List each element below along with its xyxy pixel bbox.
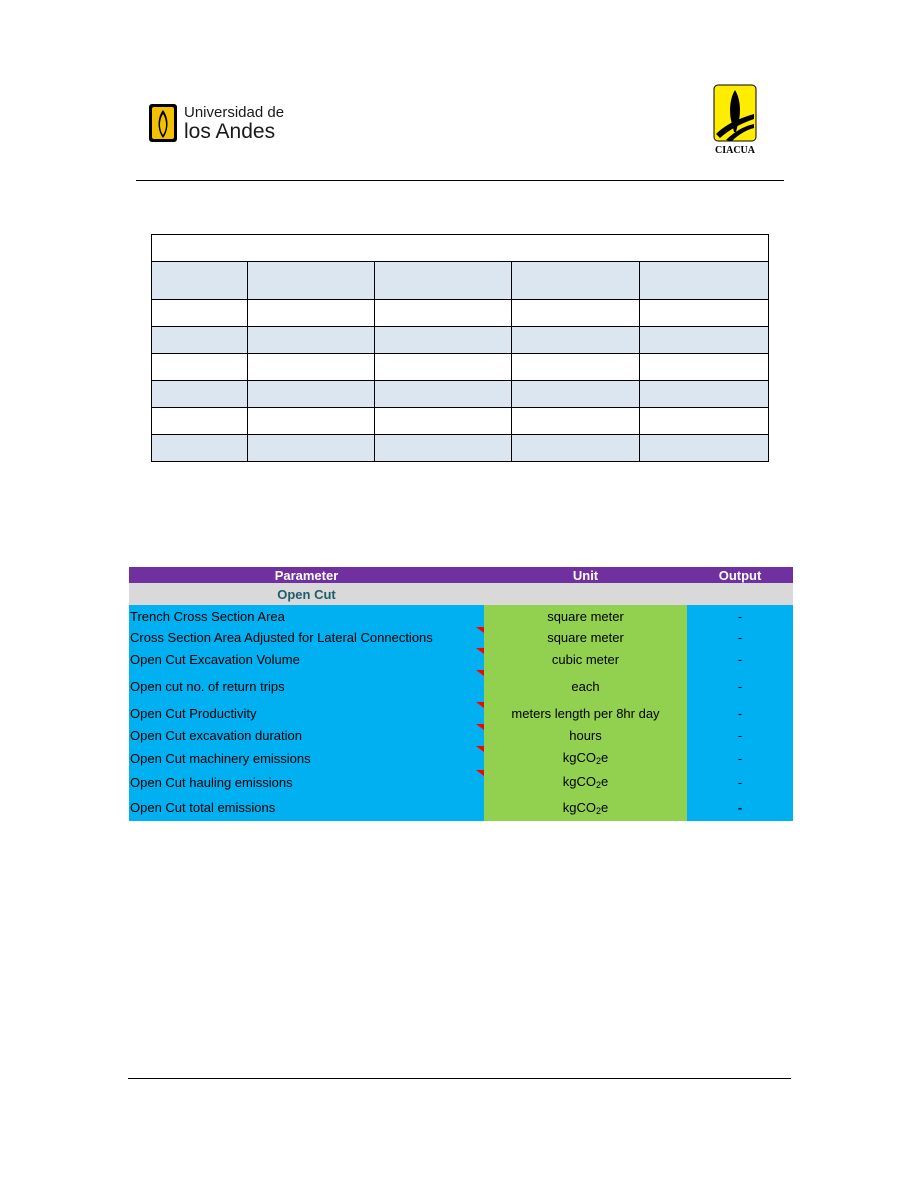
- comment-indicator-icon[interactable]: [476, 770, 484, 776]
- unit-label: [563, 800, 608, 816]
- footer-divider: [128, 1078, 791, 1079]
- unit-base: hours: [569, 727, 602, 743]
- open-cut-parameter-table: [129, 567, 793, 821]
- table-row: [152, 300, 769, 327]
- unit-cell[interactable]: [484, 605, 687, 627]
- parameter-cell[interactable]: [129, 746, 484, 770]
- table-row: [129, 648, 793, 670]
- empty-cell: [374, 300, 512, 327]
- parameter-cell[interactable]: [129, 770, 484, 794]
- unit-cell[interactable]: [484, 702, 687, 724]
- unit-label: [511, 706, 659, 721]
- output-column-header: Output: [718, 567, 762, 583]
- unit-label: [547, 630, 624, 645]
- output-cell[interactable]: -: [687, 648, 793, 670]
- unit-label: [563, 774, 608, 790]
- header-divider: [136, 180, 784, 181]
- empty-cell: [512, 435, 640, 462]
- empty-cell: [247, 262, 374, 300]
- empty-cell: [247, 300, 374, 327]
- table-row: [152, 435, 769, 462]
- unit-base: cubic meter: [551, 651, 620, 667]
- parameter-cell[interactable]: [129, 648, 484, 670]
- table-row: [152, 327, 769, 354]
- output-cell[interactable]: -: [687, 702, 793, 724]
- unit-base: square meter: [547, 630, 624, 645]
- empty-cell: [640, 408, 769, 435]
- empty-cell: [512, 381, 640, 408]
- parameter-label: Trench Cross Section Area: [130, 608, 285, 624]
- output-cell[interactable]: -: [687, 724, 793, 746]
- empty-cell: [374, 408, 512, 435]
- empty-cell: [512, 300, 640, 327]
- table-row: [129, 702, 793, 724]
- parameter-cell[interactable]: [129, 627, 484, 648]
- empty-cell: [247, 408, 374, 435]
- empty-table-title-row: [152, 235, 769, 262]
- parameter-cell[interactable]: [129, 702, 484, 724]
- parameter-label: Open cut no. of return trips: [130, 678, 285, 694]
- table-row: [152, 354, 769, 381]
- university-name-line1: Universidad de: [184, 103, 285, 121]
- unit-base: each: [571, 678, 600, 694]
- output-cell[interactable]: -: [687, 670, 793, 702]
- empty-cell: [512, 327, 640, 354]
- empty-cell: [374, 354, 512, 381]
- empty-cell: [484, 583, 687, 605]
- unit-label: [547, 609, 624, 624]
- empty-cell: [247, 354, 374, 381]
- output-cell[interactable]: -: [687, 746, 793, 770]
- unit-cell[interactable]: [484, 724, 687, 746]
- parameter-label: Cross Section Area Adjusted for Lateral Connections: [130, 630, 433, 645]
- universidad-de-los-andes-logo: [148, 103, 284, 143]
- empty-cell: [374, 381, 512, 408]
- empty-cell: [640, 381, 769, 408]
- parameter-cell[interactable]: [129, 670, 484, 702]
- output-cell[interactable]: -: [687, 770, 793, 794]
- comment-indicator-icon[interactable]: [476, 670, 484, 676]
- table-row: [129, 670, 793, 702]
- section-title: Open Cut: [277, 586, 336, 602]
- table-row: [129, 605, 793, 627]
- output-cell[interactable]: -: [687, 627, 793, 648]
- parameter-cell[interactable]: [129, 724, 484, 746]
- parameter-label: Open Cut hauling emissions: [130, 774, 293, 790]
- empty-cell: [374, 327, 512, 354]
- unit-label: [552, 652, 619, 667]
- university-name-line2: los Andes: [184, 119, 276, 143]
- empty-cell: [640, 354, 769, 381]
- empty-cell: [152, 327, 248, 354]
- table-row: [129, 724, 793, 746]
- comment-indicator-icon[interactable]: [476, 724, 484, 730]
- empty-table-header-row: [152, 262, 769, 300]
- unit-column-header: Unit: [572, 567, 599, 583]
- ciacua-label: CIACUA: [715, 145, 755, 156]
- comment-indicator-icon[interactable]: [476, 627, 484, 633]
- empty-cell: [640, 262, 769, 300]
- unit-cell[interactable]: [484, 648, 687, 670]
- unit-base: kgCO: [562, 799, 596, 815]
- empty-cell: [247, 327, 374, 354]
- empty-cell: [152, 435, 248, 462]
- empty-cell: [687, 583, 793, 605]
- unit-cell[interactable]: [484, 794, 687, 821]
- open-cut-section-row: [129, 583, 793, 605]
- unit-label: [569, 728, 602, 743]
- unit-label: [571, 679, 599, 694]
- table-row: [129, 627, 793, 648]
- empty-cell: [374, 435, 512, 462]
- parameter-cell[interactable]: [129, 794, 484, 821]
- unit-cell[interactable]: [484, 670, 687, 702]
- table-row: [129, 770, 793, 794]
- parameter-cell[interactable]: [129, 605, 484, 627]
- parameter-label: Open Cut Productivity: [130, 705, 257, 721]
- comment-indicator-icon[interactable]: [476, 746, 484, 752]
- empty-cell: [152, 408, 248, 435]
- unit-suffix: e: [601, 799, 609, 815]
- andes-shield-icon: [148, 103, 178, 143]
- output-cell[interactable]: -: [687, 605, 793, 627]
- empty-cell: [640, 435, 769, 462]
- empty-cell: [152, 262, 248, 300]
- unit-cell[interactable]: [484, 627, 687, 648]
- unit-base: kgCO: [562, 774, 596, 789]
- ciacua-logo-icon: [712, 84, 758, 156]
- parameter-label: Open Cut total emissions: [130, 800, 276, 815]
- unit-suffix: e: [601, 750, 609, 765]
- parameter-label: Open Cut Excavation Volume: [130, 651, 300, 667]
- empty-cell: [152, 381, 248, 408]
- table-row: [129, 746, 793, 770]
- table-row: [152, 381, 769, 408]
- unit-base: meters length per 8hr day: [511, 705, 660, 721]
- table-row: [152, 408, 769, 435]
- empty-data-table: [151, 234, 769, 462]
- param-rows: [129, 605, 793, 821]
- unit-base: kgCO: [562, 750, 596, 765]
- empty-cell: [152, 235, 769, 262]
- comment-indicator-icon[interactable]: [476, 648, 484, 654]
- table-row: [129, 794, 793, 821]
- empty-cell: [247, 381, 374, 408]
- empty-cell: [247, 435, 374, 462]
- empty-cell: [152, 300, 248, 327]
- unit-cell[interactable]: [484, 770, 687, 794]
- empty-cell: [152, 354, 248, 381]
- unit-cell[interactable]: [484, 746, 687, 770]
- unit-base: square meter: [547, 608, 624, 624]
- unit-subscript: 2: [595, 756, 601, 766]
- empty-cell: [640, 327, 769, 354]
- parameter-label: Open Cut machinery emissions: [130, 750, 311, 766]
- output-cell[interactable]: -: [687, 794, 793, 821]
- unit-label: [563, 750, 608, 766]
- empty-cell: [512, 408, 640, 435]
- parameter-column-header: Parameter: [274, 567, 339, 583]
- empty-cell: [640, 300, 769, 327]
- unit-subscript: 2: [595, 805, 601, 816]
- param-table-header: [129, 567, 793, 583]
- unit-suffix: e: [601, 774, 609, 789]
- empty-cell: [512, 354, 640, 381]
- empty-cell: [374, 262, 512, 300]
- empty-cell: [512, 262, 640, 300]
- comment-indicator-icon[interactable]: [476, 702, 484, 708]
- unit-subscript: 2: [595, 780, 601, 790]
- parameter-label: Open Cut excavation duration: [130, 727, 302, 743]
